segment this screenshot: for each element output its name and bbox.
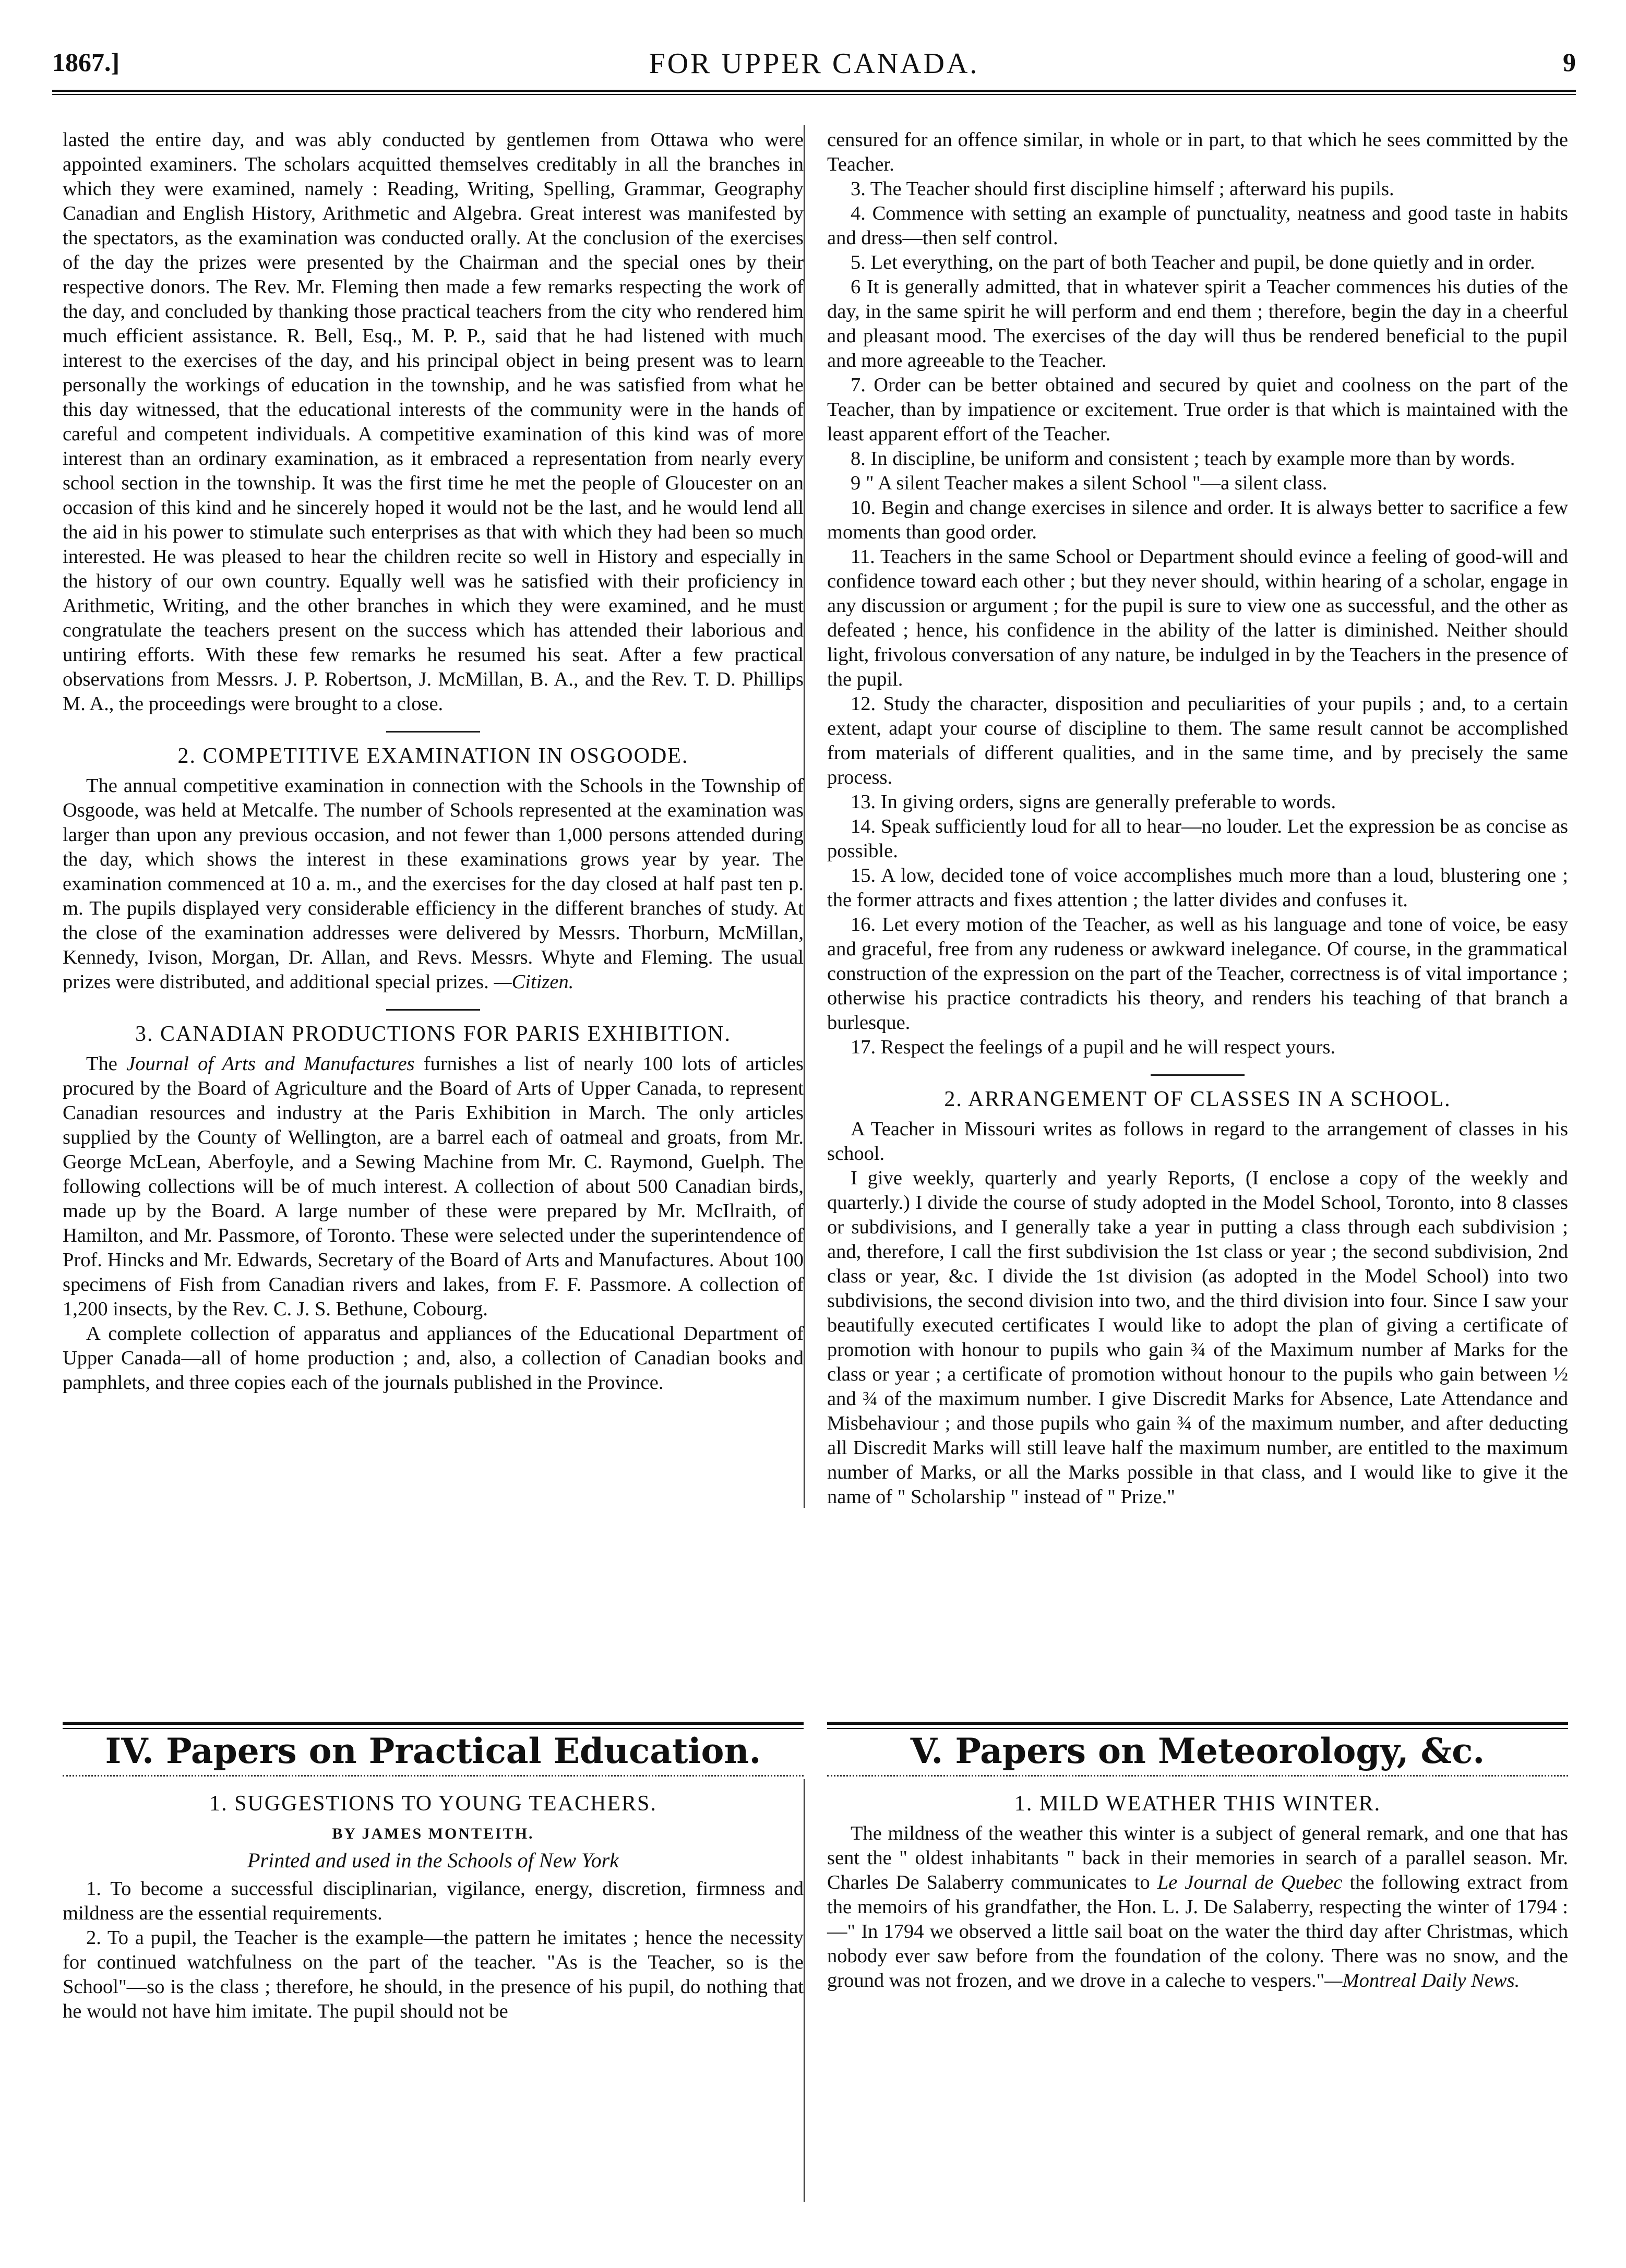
banner-title: IV. Papers on Practical Education. bbox=[105, 1731, 761, 1771]
rule-item: 16. Let every motion of the Teacher, as well as his language and tone of voice, be easy and graceful, free from any rudeness or awkward inelegance. Of course, in the grammatical construction of the expression on the part of the Teacher, correctness is of vital importance ; otherwise his practice contradicts his theory, and renders his teaching of that branch a burlesque. bbox=[827, 914, 1568, 1034]
journal-name: Journal of Arts and Manufactures bbox=[126, 1053, 415, 1075]
banner-underline bbox=[63, 1775, 804, 1777]
right-column bbox=[827, 128, 1568, 1509]
left-column bbox=[63, 128, 804, 1395]
rule-item: 10. Begin and change exercises in silence and order. It is always better to sacrifice a few moments than good order. bbox=[827, 497, 1568, 543]
rule-item: 4. Commence with setting an example of punctuality, neatness and good taste in habits and dress—then self control. bbox=[827, 202, 1568, 249]
section-subtitle: Printed and used in the Schools of New York bbox=[247, 1849, 619, 1872]
gloucester-paragraph: lasted the entire day, and was ably conducted by gentlemen from Ottawa who were appointed examiners. The scholars acquitted themselves creditably in all the branches in which they were examined, namely : Reading, Writing, Spelling, Grammar, Geography Canadian and English History, Arithmetic and Algebra. Great interest was manifested by the spectators, as the examination was conducted orally. At the conclusion of the exercises of the day the prizes were presented by the Chairman and the special ones by their respective donors. The Rev. Mr. Fleming then made a few remarks respecting the work of the day, and concluded by thanking those practical teachers from the city who rendered him much efficient assistance. R. Bell, Esq., M. P. P., said that he had listened with much interest to the exercises of the day, and his principal object in being present was to learn personally the workings of education in the township, and he was satisfied from what he this day witnessed, that the educational interests of the community were in the hands of careful and competent individuals. A competitive examination of this kind was of more interest than an ordinary examination, as it embraced a representation from nearly every school section in the township. It was the first time he met the people of Gloucester on an occasion of this kind and he sincerely hoped it would not be the last, and he would lend all the aid in his power to stimulate such enterprises as that with which they had been so much interested. He was pleased to hear the children recite so well in History and especially in the history of our own country. Equally well was he satisfied with their proficiency in Arithmetic, Writing, and the other branches in which they were examined, and he must congratulate the teachers present on the success which has attended their laborious and untiring efforts. With these few remarks he resumed his seat. After a few practical observations from Messrs. J. P. Robertson, J. McMillan, B. A., and the Rev. T. D. Phillips M. A., the proceedings were brought to a close. bbox=[63, 129, 804, 715]
suggestion-item: 2. To a pupil, the Teacher is the example—the pattern he imitates ; hence the necessity for continued watchfulness on the part of the teacher. "As is the Teacher, so is the School"—so is the class ; therefore, he should, in the presence of his pupil, do nothing that he would not have him imitate. The pupil should not be bbox=[63, 1927, 804, 2022]
section-rule bbox=[1151, 1074, 1245, 1076]
page-number: 9 bbox=[1563, 47, 1576, 77]
rule-item: 11. Teachers in the same School or Department should evince a feeling of good-will and confidence toward each other ; but they never should, within hearing of a scholar, engage in any discussion or argument ; for the pupil is sure to view one as successful, and the other as defeated ; hence, his confidence in the ability of the latter is diminished. Neither should light, frivolous conversation of any nature, be indulged in by the Teachers in the presence of the pupil. bbox=[827, 546, 1568, 690]
paris-body-pre: The bbox=[86, 1053, 117, 1075]
column-divider bbox=[804, 125, 805, 1508]
section-rule bbox=[386, 731, 480, 733]
practical-education-section bbox=[63, 1784, 804, 2024]
header-year: 1867.] bbox=[52, 47, 120, 77]
banner-underline bbox=[827, 1775, 1568, 1777]
header-rule bbox=[52, 90, 1576, 95]
quebec-journal-name: Le Journal de Quebec bbox=[1157, 1871, 1343, 1893]
rule-item: 6 It is generally admitted, that in whatever spirit a Teacher commences his duties of the day, in the same spirit he will perform and end them ; therefore, begin the day in a cheerful and pleasant mood. The exercises of the day will thus be rendered beneficial to the pupil and more agreeable to the Teacher. bbox=[827, 276, 1568, 371]
paris-paragraph-2: A complete collection of apparatus and appliances of the Educational Department of Upper Canada—all of home production ; and, also, a collection of Canadian books and pamphlets, and three copies each of the journals published in the Province. bbox=[63, 1323, 804, 1394]
osgoode-paragraph bbox=[63, 774, 804, 994]
rule-item: 14. Speak sufficiently loud for all to hear—no louder. Let the expression be as concise as possible. bbox=[827, 815, 1568, 862]
section-title-paris: 3. CANADIAN PRODUCTIONS FOR PARIS EXHIBITION. bbox=[135, 1022, 732, 1046]
banner-meteorology bbox=[827, 1722, 1568, 1774]
rule-item: 7. Order can be better obtained and secured by quiet and coolness on the part of the Teacher, than by impatience or excitement. True order is that which is maintained with the least apparent effort of the Teacher. bbox=[827, 374, 1568, 445]
weather-body-pre: The mildness of the weather this winter is a subject of general remark, and one that has sent the " oldest inhabitants " back in their memories in search of a parallel season. Mr. Charles De Salaberry communicates to bbox=[827, 1822, 1568, 1893]
rule-item: 12. Study the character, disposition and peculiarities of your pupils ; and, to a certain extent, adapt your course of discipline to them. The same result cannot be accomplished from materials of different qualities, and in the same time, and by precisely the same process. bbox=[827, 693, 1568, 788]
weather-paragraph bbox=[827, 1821, 1568, 1993]
rule-item: 3. The Teacher should first discipline himself ; afterward his pupils. bbox=[851, 178, 1394, 200]
section-title-weather: 1. MILD WEATHER THIS WINTER. bbox=[1014, 1792, 1381, 1816]
rule-item: 9 " A silent Teacher makes a silent School "—a silent class. bbox=[851, 472, 1328, 494]
rule-item: 13. In giving orders, signs are generally preferable to words. bbox=[851, 791, 1336, 813]
osgoode-source: —Citizen. bbox=[494, 971, 574, 993]
weather-body-post: the following extract from the memoirs of his grandfather, the Hon. L. J. De Salaberry, respecting the winter of 1794 :—" In 1794 we observed a little sail boat on the water the third day after Christmas, which nobody ever saw before from the foundation of the colony. There was no snow, and the ground was not frozen, and we drove in a caleche to vespers." bbox=[827, 1871, 1569, 1991]
banner-rule bbox=[63, 1722, 804, 1729]
section-rule bbox=[386, 1009, 480, 1011]
rule-item: 15. A low, decided tone of voice accomplishes much more than a loud, blustering one ; the former attracts and fixes attention ; the latter divides and confuses it. bbox=[827, 865, 1568, 911]
section-title-osgoode: 2. COMPETITIVE EXAMINATION IN OSGOODE. bbox=[177, 744, 689, 768]
osgoode-body: The annual competitive examination in connection with the Schools in the Township of Osgoode, was held at Metcalfe. The number of Schools represented at the examination was larger than upon any previous occasion, and not fewer than 1,000 persons attended during the day, which shows the interest in these examinations grows year by year. The examination commenced at 10 a. m., and the exercises for the day closed at half past ten p. m. The pupils displayed very considerable efficiency in the different branches of study. At the close of the examination addresses were delivered by Messrs. Thorburn, McMillan, Kennedy, Ivison, Morgan, Dr. Allan, and Revs. Messrs. Whyte and Fleming. The usual prizes were distributed, and additional special prizes. bbox=[63, 775, 804, 993]
section-title-suggestions: 1. SUGGESTIONS TO YOUNG TEACHERS. bbox=[209, 1792, 657, 1816]
rule-item: 5. Let everything, on the part of both Teacher and pupil, be done quietly and in order. bbox=[851, 251, 1535, 273]
rule-item: 17. Respect the feelings of a pupil and he will respect yours. bbox=[851, 1036, 1336, 1058]
weather-source: —Montreal Daily News. bbox=[1324, 1970, 1520, 1991]
column-divider-lower bbox=[804, 1779, 805, 2202]
paris-body-post: furnishes a list of nearly 100 lots of articles procured by the Board of Agriculture and the Board of Arts of Upper Canada, to represent Canadian resources and industry at the Paris Exhibition in March. The only articles supplied by the County of Wellington, are a barrel each of oatmeal and groats, from Mr. George McLean, Aberfoyle, and a Sewing Machine from Mr. C. Raymond, Guelph. The following collections will be of much interest. A collection of about 500 Canadian birds, made up by the Board. A large number of these were prepared by Mr. McIlraith, of Hamilton, and Mr. Passmore, of Toronto. These were selected under the superintendence of Prof. Hincks and Mr. Edwards, Secretary of the Board of Arts and Manufactures. About 100 specimens of Fish from Canadian rivers and lakes, from F. F. Passmore. A collection of 1,200 insects, by the Rev. C. J. S. Bethune, Cobourg. bbox=[63, 1053, 804, 1320]
page-header bbox=[52, 47, 1576, 89]
author-byline: BY JAMES MONTEITH. bbox=[332, 1825, 534, 1842]
banner-title: V. Papers on Meteorology, &c. bbox=[910, 1731, 1485, 1771]
banner-rule bbox=[827, 1722, 1568, 1729]
banner-practical-education bbox=[63, 1722, 804, 1774]
classes-intro: A Teacher in Missouri writes as follows in regard to the arrangement of classes in his school. bbox=[827, 1118, 1568, 1165]
paris-paragraph-1 bbox=[63, 1052, 804, 1322]
suggestion-item: 1. To become a successful disciplinarian, vigilance, energy, discretion, firmness and mildness are the essential requirements. bbox=[63, 1878, 804, 1924]
meteorology-section bbox=[827, 1784, 1568, 1993]
rule-item: 8. In discipline, be uniform and consistent ; teach by example more than by words. bbox=[851, 448, 1515, 470]
header-title: FOR UPPER CANADA. bbox=[649, 47, 979, 80]
section-title-classes: 2. ARRANGEMENT OF CLASSES IN A SCHOOL. bbox=[944, 1087, 1451, 1111]
classes-body: I give weekly, quarterly and yearly Reports, (I enclose a copy of the weekly and quarterly.) I divide the course of study adopted in the Model School, Toronto, into 8 classes or subdivisions, and I generally take a year in putting a class through each subdivision ; and, therefore, I call the first subdivision the 1st class or year ; the second subdivision, 2nd class or year, &c. I divide the 1st division (as adopted in the Model School) into two subdivisions, the second division into two, and the third division into four. Since I saw your beautifully executed certificates I would like to adopt the plan of giving a certificate of promotion with honour to pupils who gain ¾ of the Maximum number af Marks for the class or year ; a certificate of promotion without honour to the pupils who gain between ½ and ¾ of the maximum number. I give Discredit Marks for Absence, Late Attendance and Misbehaviour ; and those pupils who gain ¾ of the maximum number, and after deducting all Discredit Marks will still leave half the maximum number, are entitled to the maximum number of Marks, or all the Marks possible in that class, and I would like to give it the name of " Scholarship " instead of " Prize." bbox=[827, 1167, 1568, 1508]
rules-continuation: censured for an offence similar, in whole or in part, to that which he sees committed by the Teacher. bbox=[827, 129, 1568, 175]
